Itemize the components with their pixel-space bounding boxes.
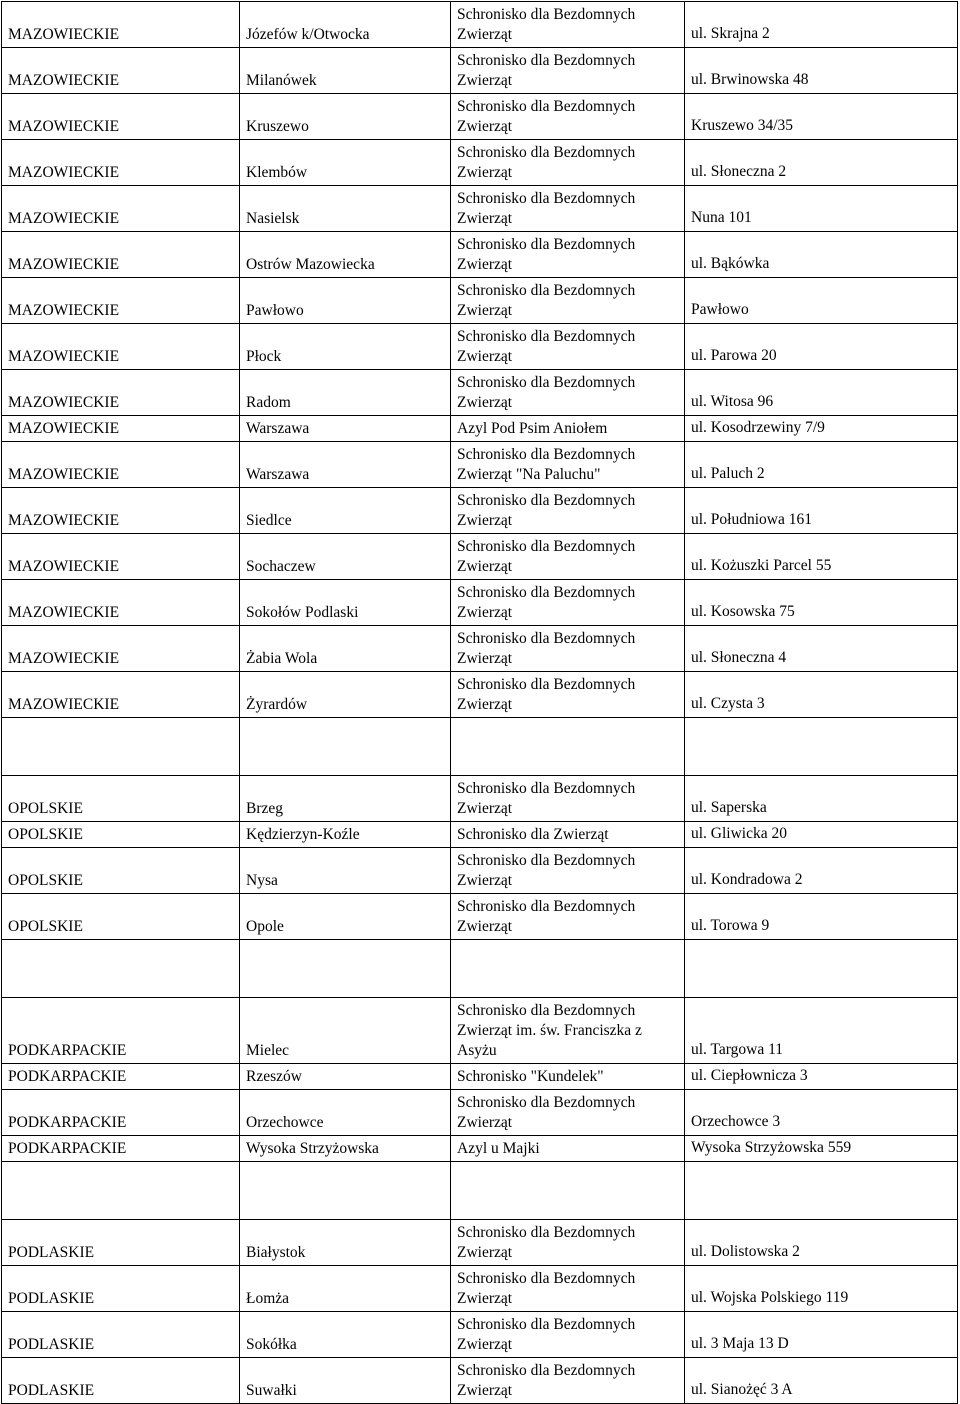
address-cell: ul. Parowa 20: [685, 324, 958, 370]
table-row: [2, 488, 958, 534]
address-cell: ul. Skrajna 2: [685, 2, 958, 48]
voivodeship-cell: MAZOWIECKIE: [2, 94, 240, 140]
empty-cell: [451, 1162, 685, 1220]
shelter-name-cell: Schronisko dla Bezdomnych Zwierząt: [451, 1312, 685, 1358]
table-row: [2, 534, 958, 580]
voivodeship-cell: MAZOWIECKIE: [2, 324, 240, 370]
table-row: [2, 1266, 958, 1312]
table-row: [2, 232, 958, 278]
city-cell: Żabia Wola: [240, 626, 451, 672]
address-cell: ul. Kosodrzewiny 7/9: [685, 416, 958, 442]
empty-cell: [2, 1162, 240, 1220]
city-cell: Mielec: [240, 998, 451, 1064]
voivodeship-cell: PODKARPACKIE: [2, 1136, 240, 1162]
table-row: [2, 186, 958, 232]
city-cell: Płock: [240, 324, 451, 370]
address-cell: ul. Ciepłownicza 3: [685, 1064, 958, 1090]
address-cell: ul. Kondradowa 2: [685, 848, 958, 894]
empty-cell: [2, 718, 240, 776]
voivodeship-cell: PODLASKIE: [2, 1312, 240, 1358]
shelter-name-cell: Schronisko dla Bezdomnych Zwierząt: [451, 894, 685, 940]
shelter-name-cell: Schronisko dla Bezdomnych Zwierząt: [451, 370, 685, 416]
table-row: [2, 2, 958, 48]
shelter-name-cell: Schronisko dla Bezdomnych Zwierząt: [451, 1090, 685, 1136]
address-cell: Orzechowce 3: [685, 1090, 958, 1136]
table-row: [2, 998, 958, 1064]
shelter-name-cell: Schronisko dla Bezdomnych Zwierząt: [451, 186, 685, 232]
address-cell: ul. Dolistowska 2: [685, 1220, 958, 1266]
shelter-name-cell: Schronisko dla Bezdomnych Zwierząt: [451, 324, 685, 370]
voivodeship-cell: MAZOWIECKIE: [2, 186, 240, 232]
table-row: [2, 894, 958, 940]
city-cell: Pawłowo: [240, 278, 451, 324]
empty-cell: [685, 1162, 958, 1220]
address-cell: ul. Kożuszki Parcel 55: [685, 534, 958, 580]
shelter-name-cell: Schronisko dla Bezdomnych Zwierząt: [451, 2, 685, 48]
table-row: [2, 1064, 958, 1090]
address-cell: ul. Kosowska 75: [685, 580, 958, 626]
voivodeship-cell: OPOLSKIE: [2, 894, 240, 940]
city-cell: Wysoka Strzyżowska: [240, 1136, 451, 1162]
table-row: [2, 1136, 958, 1162]
city-cell: Sokółka: [240, 1312, 451, 1358]
table-row: [2, 140, 958, 186]
shelter-name-cell: Schronisko dla Bezdomnych Zwierząt: [451, 776, 685, 822]
voivodeship-cell: MAZOWIECKIE: [2, 442, 240, 488]
table-row: [2, 1358, 958, 1404]
shelter-name-cell: Schronisko dla Bezdomnych Zwierząt: [451, 1358, 685, 1404]
address-cell: ul. Paluch 2: [685, 442, 958, 488]
voivodeship-cell: MAZOWIECKIE: [2, 232, 240, 278]
table-row: [2, 626, 958, 672]
table-row: [2, 1090, 958, 1136]
city-cell: Nasielsk: [240, 186, 451, 232]
voivodeship-cell: MAZOWIECKIE: [2, 488, 240, 534]
table-row: [2, 1312, 958, 1358]
table-row: [2, 324, 958, 370]
shelter-name-cell: Schronisko dla Bezdomnych Zwierząt: [451, 488, 685, 534]
address-cell: ul. Targowa 11: [685, 998, 958, 1064]
voivodeship-cell: MAZOWIECKIE: [2, 2, 240, 48]
voivodeship-cell: PODKARPACKIE: [2, 1064, 240, 1090]
shelter-table: [1, 1, 958, 1404]
table-row: [2, 370, 958, 416]
voivodeship-cell: OPOLSKIE: [2, 822, 240, 848]
shelter-name-cell: Schronisko dla Bezdomnych Zwierząt: [451, 848, 685, 894]
table-row: [2, 442, 958, 488]
city-cell: Józefów k/Otwocka: [240, 2, 451, 48]
city-cell: Orzechowce: [240, 1090, 451, 1136]
table-row: [2, 94, 958, 140]
city-cell: Sochaczew: [240, 534, 451, 580]
shelter-name-cell: Schronisko dla Bezdomnych Zwierząt: [451, 626, 685, 672]
shelter-name-cell: Azyl u Majki: [451, 1136, 685, 1162]
address-cell: Nuna 101: [685, 186, 958, 232]
address-cell: ul. Słoneczna 4: [685, 626, 958, 672]
shelter-name-cell: Schronisko dla Bezdomnych Zwierząt: [451, 278, 685, 324]
empty-cell: [685, 940, 958, 998]
table-row: [2, 848, 958, 894]
table-row: [2, 278, 958, 324]
address-cell: ul. Gliwicka 20: [685, 822, 958, 848]
address-cell: ul. Witosa 96: [685, 370, 958, 416]
voivodeship-cell: MAZOWIECKIE: [2, 580, 240, 626]
address-cell: Pawłowo: [685, 278, 958, 324]
voivodeship-cell: OPOLSKIE: [2, 848, 240, 894]
empty-cell: [451, 940, 685, 998]
address-cell: Kruszewo 34/35: [685, 94, 958, 140]
address-cell: ul. Wojska Polskiego 119: [685, 1266, 958, 1312]
voivodeship-cell: MAZOWIECKIE: [2, 370, 240, 416]
address-cell: ul. Bąkówka: [685, 232, 958, 278]
voivodeship-cell: MAZOWIECKIE: [2, 416, 240, 442]
table-row: [2, 1220, 958, 1266]
section-spacer-row: [2, 940, 958, 998]
shelter-name-cell: Azyl Pod Psim Aniołem: [451, 416, 685, 442]
voivodeship-cell: PODKARPACKIE: [2, 998, 240, 1064]
voivodeship-cell: PODLASKIE: [2, 1266, 240, 1312]
city-cell: Brzeg: [240, 776, 451, 822]
table-row: [2, 580, 958, 626]
voivodeship-cell: MAZOWIECKIE: [2, 534, 240, 580]
city-cell: Milanówek: [240, 48, 451, 94]
address-cell: ul. Torowa 9: [685, 894, 958, 940]
empty-cell: [240, 940, 451, 998]
city-cell: Klembów: [240, 140, 451, 186]
shelter-table-body: [2, 2, 958, 1404]
city-cell: Warszawa: [240, 442, 451, 488]
voivodeship-cell: MAZOWIECKIE: [2, 278, 240, 324]
shelter-name-cell: Schronisko dla Bezdomnych Zwierząt im. św. Franciszka z Asyżu: [451, 998, 685, 1064]
empty-cell: [240, 1162, 451, 1220]
voivodeship-cell: PODLASKIE: [2, 1220, 240, 1266]
address-cell: Wysoka Strzyżowska 559: [685, 1136, 958, 1162]
shelter-name-cell: Schronisko dla Bezdomnych Zwierząt "Na Paluchu": [451, 442, 685, 488]
city-cell: Radom: [240, 370, 451, 416]
address-cell: ul. Sianożęć 3 A: [685, 1358, 958, 1404]
voivodeship-cell: PODLASKIE: [2, 1358, 240, 1404]
shelter-name-cell: Schronisko dla Bezdomnych Zwierząt: [451, 94, 685, 140]
shelter-name-cell: Schronisko "Kundelek": [451, 1064, 685, 1090]
city-cell: Warszawa: [240, 416, 451, 442]
city-cell: Kruszewo: [240, 94, 451, 140]
address-cell: ul. Czysta 3: [685, 672, 958, 718]
table-row: [2, 416, 958, 442]
shelter-name-cell: Schronisko dla Bezdomnych Zwierząt: [451, 534, 685, 580]
empty-cell: [240, 718, 451, 776]
city-cell: Żyrardów: [240, 672, 451, 718]
voivodeship-cell: MAZOWIECKIE: [2, 140, 240, 186]
shelter-name-cell: Schronisko dla Zwierząt: [451, 822, 685, 848]
city-cell: Sokołów Podlaski: [240, 580, 451, 626]
voivodeship-cell: PODKARPACKIE: [2, 1090, 240, 1136]
shelter-name-cell: Schronisko dla Bezdomnych Zwierząt: [451, 672, 685, 718]
section-spacer-row: [2, 718, 958, 776]
table-row: [2, 822, 958, 848]
city-cell: Ostrów Mazowiecka: [240, 232, 451, 278]
shelter-name-cell: Schronisko dla Bezdomnych Zwierząt: [451, 580, 685, 626]
empty-cell: [451, 718, 685, 776]
city-cell: Nysa: [240, 848, 451, 894]
voivodeship-cell: OPOLSKIE: [2, 776, 240, 822]
empty-cell: [685, 718, 958, 776]
voivodeship-cell: MAZOWIECKIE: [2, 626, 240, 672]
voivodeship-cell: MAZOWIECKIE: [2, 48, 240, 94]
shelter-name-cell: Schronisko dla Bezdomnych Zwierząt: [451, 1266, 685, 1312]
voivodeship-cell: MAZOWIECKIE: [2, 672, 240, 718]
shelter-name-cell: Schronisko dla Bezdomnych Zwierząt: [451, 232, 685, 278]
address-cell: ul. Południowa 161: [685, 488, 958, 534]
section-spacer-row: [2, 1162, 958, 1220]
empty-cell: [2, 940, 240, 998]
city-cell: Białystok: [240, 1220, 451, 1266]
city-cell: Suwałki: [240, 1358, 451, 1404]
address-cell: ul. Brwinowska 48: [685, 48, 958, 94]
city-cell: Kędzierzyn-Koźle: [240, 822, 451, 848]
city-cell: Opole: [240, 894, 451, 940]
table-row: [2, 776, 958, 822]
address-cell: ul. 3 Maja 13 D: [685, 1312, 958, 1358]
table-row: [2, 672, 958, 718]
shelter-name-cell: Schronisko dla Bezdomnych Zwierząt: [451, 48, 685, 94]
city-cell: Rzeszów: [240, 1064, 451, 1090]
shelter-name-cell: Schronisko dla Bezdomnych Zwierząt: [451, 140, 685, 186]
city-cell: Łomża: [240, 1266, 451, 1312]
table-row: [2, 48, 958, 94]
address-cell: ul. Saperska: [685, 776, 958, 822]
address-cell: ul. Słoneczna 2: [685, 140, 958, 186]
city-cell: Siedlce: [240, 488, 451, 534]
shelter-name-cell: Schronisko dla Bezdomnych Zwierząt: [451, 1220, 685, 1266]
